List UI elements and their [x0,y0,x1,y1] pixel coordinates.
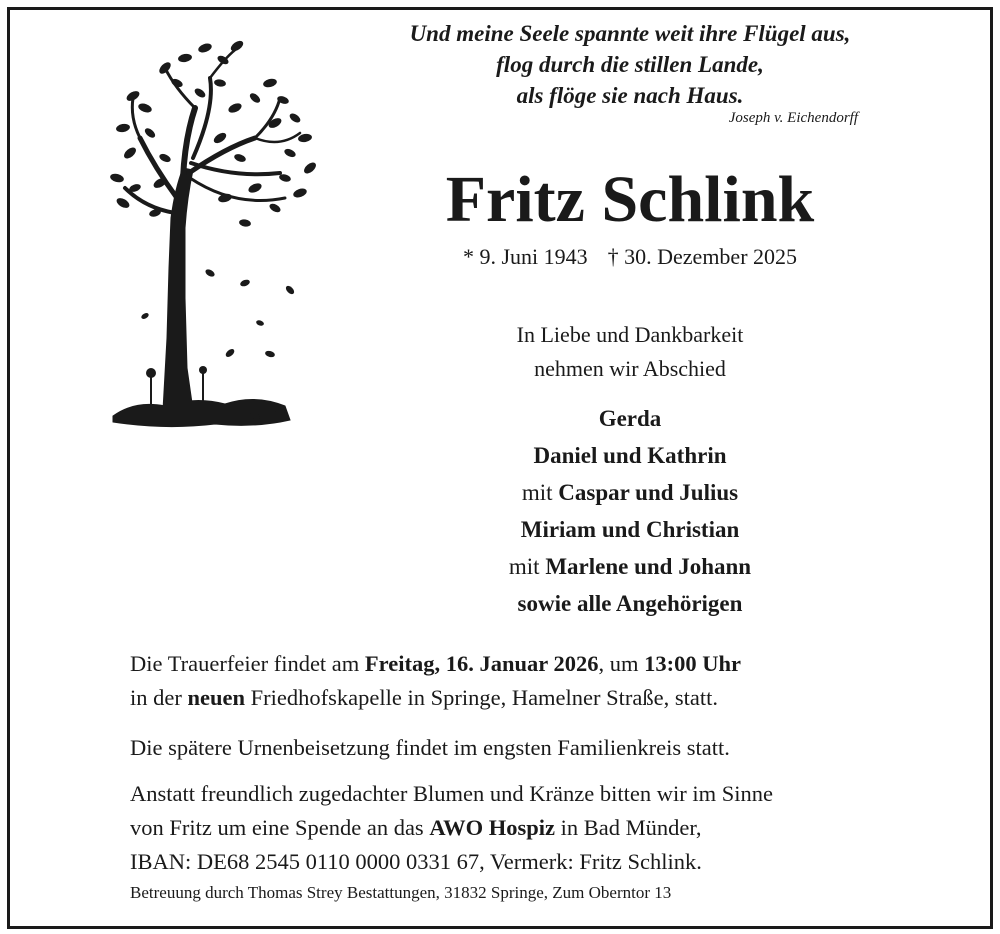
farewell-line: nehmen wir Abschied [534,356,726,381]
donation-paragraph [130,777,960,879]
mourner-names: Caspar und Julius [558,480,739,505]
mourners-list [370,400,890,622]
text-segment: Friedhofskapelle in Springe, Hamelner Straße, statt. [245,685,719,710]
quote-line: flog durch die stillen Lande, [496,52,764,77]
mourner-line [370,548,890,585]
donation-line: Anstatt freundlich zugedachter Blumen und Kränze bitten wir im Sinne [130,781,773,806]
epigraph-quote [370,18,890,111]
farewell-line: In Liebe und Dankbarkeit [516,322,744,347]
emphasis: neuen [187,685,245,710]
ceremony-time: 13:00 Uhr [644,651,741,676]
donation-line [130,811,960,845]
quote-line: Und meine Seele spannte weit ihre Flügel aus, [409,21,851,46]
quote-line: als flöge sie nach Haus. [516,83,744,108]
mourner-line: Gerda [598,406,662,431]
deceased-name: Fritz Schlink [445,163,815,236]
tree-illustration [105,38,335,438]
life-dates [370,244,890,270]
donation-line: IBAN: DE68 2545 0110 0000 0331 67, Vermerk: Fritz Schlink. [130,849,702,874]
ceremony-line [130,681,960,715]
farewell-text [370,318,890,386]
ceremony-paragraph [130,647,960,715]
ceremony-date: Freitag, 16. Januar 2026 [364,651,599,676]
quote-author: Joseph v. Eichendorff [728,110,858,126]
death-date: † 30. Dezember 2025 [607,244,798,269]
text-segment: , um [598,651,645,676]
ceremony-line [130,647,960,681]
mourner-line: sowie alle Angehörigen [517,591,743,616]
mourner-prefix: mit [508,554,540,579]
donation-organization: AWO Hospiz [429,815,555,840]
undertaker-note: Betreuung durch Thomas Strey Bestattungen, 31832 Springe, Zum Oberntor 13 [130,883,672,902]
text-segment: Die Trauerfeier findet am [130,651,365,676]
mourner-line: Miriam und Christian [520,517,740,542]
text-segment: in der [130,685,188,710]
text-segment: in Bad Münder, [554,815,702,840]
birth-date: * 9. Juni 1943 [462,244,588,269]
mourner-prefix: mit [521,480,553,505]
mourner-line: Daniel und Kathrin [533,443,727,468]
mourner-line [370,474,890,511]
text-segment: von Fritz um eine Spende an das [130,815,430,840]
urn-paragraph: Die spätere Urnenbeisetzung findet im engsten Familienkreis statt. [130,735,730,760]
mourner-names: Marlene und Johann [545,554,752,579]
